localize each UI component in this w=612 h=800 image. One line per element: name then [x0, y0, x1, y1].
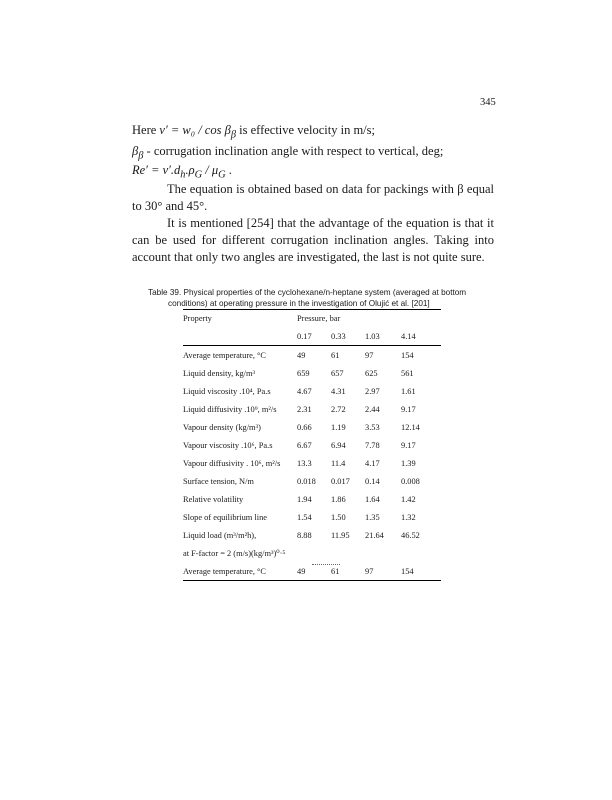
header-blank-cell — [183, 327, 297, 346]
row-value: 7.78 — [365, 440, 380, 450]
row-property: Relative volatility — [183, 494, 244, 504]
row-value: 0.017 — [331, 476, 350, 486]
row-value: 1.86 — [331, 494, 346, 504]
reynolds-subscript-g2: G — [218, 169, 226, 181]
row-value: 8.88 — [297, 530, 312, 540]
row-value: 11.4 — [331, 458, 346, 468]
table-header-row — [183, 310, 441, 328]
pressure-value: 4.14 — [401, 327, 441, 346]
row-value: 659 — [297, 368, 310, 378]
table-row — [183, 454, 441, 472]
row-value: 1.32 — [401, 512, 416, 522]
paragraph-advantage: It is mentioned [254] that the advantage of the equation is that it can be used for different corrugation inclination angles. Taking into account that only two angles are investigated, the last is not quite sure. — [132, 216, 494, 264]
row-property: at F-factor = 2 (m/s)(kg/m³)⁰·⁵ — [183, 549, 286, 558]
row-value: 13.3 — [297, 458, 312, 468]
row-value: 9.17 — [401, 404, 416, 414]
row-value: 1.61 — [401, 386, 416, 396]
table-row — [183, 382, 441, 400]
reynolds-subscript-h: h — [180, 169, 186, 181]
row-value: 154 — [401, 350, 414, 360]
row-property: Average temperature, °C — [183, 350, 266, 360]
definition-reynolds — [132, 163, 232, 181]
table-pressure-row — [183, 327, 441, 346]
row-property: Liquid viscosity .10⁴, Pa.s — [183, 386, 271, 396]
table-row — [183, 472, 441, 490]
row-value: 0.018 — [297, 476, 316, 486]
table-row — [183, 544, 441, 562]
definition-velocity — [132, 123, 375, 141]
pressure-value: 1.03 — [365, 327, 401, 346]
row-value: 4.17 — [365, 458, 380, 468]
header-pressure: Pressure, bar — [297, 310, 441, 328]
row-value — [365, 544, 401, 562]
row-value: 6.94 — [331, 440, 346, 450]
angle-symbol-subscript: β — [138, 150, 144, 162]
row-value — [401, 544, 441, 562]
definition-velocity-prefix: Here — [132, 123, 160, 137]
table-row — [183, 508, 441, 526]
properties-table — [183, 309, 441, 581]
row-value: 12.14 — [401, 422, 420, 432]
row-value: 0.66 — [297, 422, 312, 432]
row-value: 0.008 — [401, 476, 420, 486]
row-value: 61 — [331, 350, 340, 360]
row-value: 61 — [331, 562, 365, 581]
row-value: 1.35 — [365, 512, 380, 522]
row-value: 1.19 — [331, 422, 346, 432]
row-property: Vapour viscosity .10⁶, Pa.s — [183, 440, 273, 450]
row-value: 49 — [297, 350, 306, 360]
row-property: Vapour density (kg/m³) — [183, 422, 261, 432]
table-row — [183, 526, 441, 544]
row-value: 97 — [365, 350, 374, 360]
row-value: 2.31 — [297, 404, 312, 414]
reynolds-subscript-g1: G — [194, 169, 203, 181]
page-number: 345 — [480, 97, 496, 108]
row-value: 4.31 — [331, 386, 346, 396]
reynolds-formula-end: . — [225, 163, 232, 177]
table-row — [183, 400, 441, 418]
definition-velocity-text: is effective velocity in m/s; — [236, 123, 375, 137]
row-value: 97 — [365, 562, 401, 581]
row-value: 1.64 — [365, 494, 380, 504]
row-value: 49 — [297, 562, 331, 581]
row-value: 1.94 — [297, 494, 312, 504]
paragraph-angle-basis: The equation is obtained based on data for packings with β equal to 30° and 45°. — [132, 182, 494, 213]
row-property: Slope of equilibrium line — [183, 512, 267, 522]
row-value: 1.50 — [331, 512, 346, 522]
row-value: 1.42 — [401, 494, 416, 504]
table-row — [183, 418, 441, 436]
definition-angle-text: - corrugation inclination angle with respect to vertical, deg; — [143, 144, 444, 158]
row-property: Surface tension, N/m — [183, 476, 254, 486]
row-property: Vapour diffusivity . 10⁶, m²/s — [183, 458, 281, 468]
row-value: 1.39 — [401, 458, 416, 468]
row-value: 6.67 — [297, 440, 312, 450]
row-property: Liquid load (m³/m²h), — [183, 530, 257, 540]
pressure-value: 0.17 — [297, 327, 331, 346]
row-property: Liquid density, kg/m³ — [183, 368, 255, 378]
velocity-formula-subscript: β — [230, 129, 236, 141]
table-row — [183, 490, 441, 508]
definition-angle — [132, 144, 443, 162]
row-value — [297, 544, 331, 562]
row-value: 2.44 — [365, 404, 380, 414]
row-value: 625 — [365, 368, 378, 378]
table-row — [183, 346, 441, 365]
pressure-value: 0.33 — [331, 327, 365, 346]
row-value: 657 — [331, 368, 344, 378]
row-value: 2.72 — [331, 404, 346, 414]
reynolds-formula-viscosity: / μ — [202, 163, 219, 177]
table-end-mark — [312, 564, 340, 565]
table-row — [183, 364, 441, 382]
row-value: 3.53 — [365, 422, 380, 432]
reynolds-formula-density: .ρ — [185, 163, 195, 177]
row-value: 11.95 — [331, 530, 350, 540]
row-value: 9.17 — [401, 440, 416, 450]
row-value: 46.52 — [401, 530, 420, 540]
row-value: 561 — [401, 368, 414, 378]
velocity-formula: v′ = w₀ / cos β — [159, 123, 231, 137]
row-value: 21.64 — [365, 530, 384, 540]
row-value: 2.97 — [365, 386, 380, 396]
angle-symbol: β — [132, 144, 139, 158]
row-value: 154 — [401, 562, 441, 581]
row-value: 4.67 — [297, 386, 312, 396]
row-property: Liquid diffusivity .10⁹, m²/s — [183, 404, 277, 414]
table-caption — [148, 287, 474, 309]
row-value — [331, 544, 365, 562]
row-property: Average temperature, °C — [183, 562, 297, 581]
header-property: Property — [183, 310, 297, 328]
reynolds-formula: Re′ = v′.d — [132, 163, 181, 177]
table-row — [183, 436, 441, 454]
table-caption-line1: Table 39. Physical properties of the cyclohexane/n-heptane system (averaged at bottom — [148, 288, 467, 297]
row-value: 0.14 — [365, 476, 380, 486]
row-value: 1.54 — [297, 512, 312, 522]
table-caption-line2: conditions) at operating pressure in the investigation of Olujić et al. [201] — [168, 299, 430, 308]
